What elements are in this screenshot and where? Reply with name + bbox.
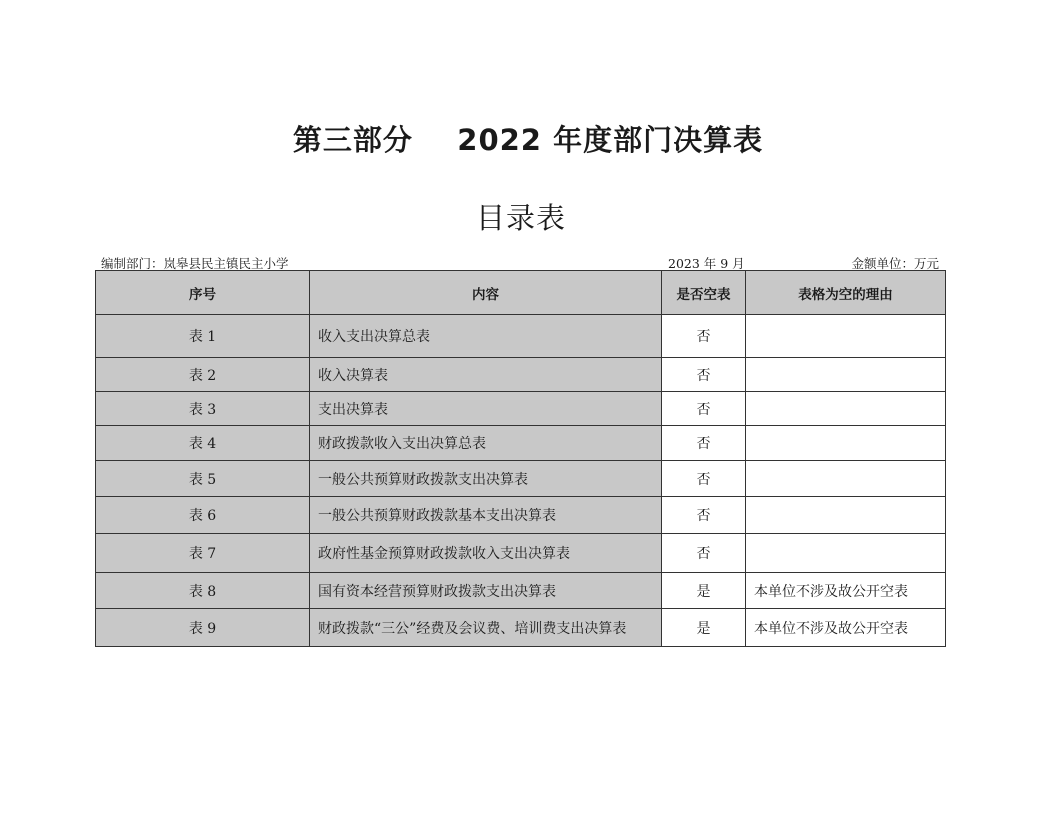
row-no: 表 9	[96, 609, 310, 647]
table-row	[96, 392, 946, 426]
row-is-empty: 是	[662, 573, 746, 609]
table-row	[96, 534, 946, 573]
row-no: 表 3	[96, 392, 310, 426]
row-is-empty: 否	[662, 497, 746, 534]
row-reason: 本单位不涉及故公开空表	[746, 609, 946, 647]
amount-unit: 金额单位：万元	[851, 256, 939, 271]
row-is-empty: 否	[662, 534, 746, 573]
row-is-empty: 否	[662, 358, 746, 392]
table-row	[96, 573, 946, 609]
row-reason	[746, 497, 946, 534]
row-name: 财政拨款“三公”经费及会议费、培训费支出决算表	[310, 609, 662, 647]
report-date: 2023 年 9 月	[668, 256, 745, 271]
row-no: 表 6	[96, 497, 310, 534]
row-reason	[746, 534, 946, 573]
row-no: 表 8	[96, 573, 310, 609]
row-reason	[746, 392, 946, 426]
compiling-unit: 编制部门：岚皋县民主镇民主小学	[101, 256, 289, 271]
table-header-row	[96, 271, 946, 315]
row-no: 表 5	[96, 461, 310, 497]
row-name: 国有资本经营预算财政拨款支出决算表	[310, 573, 662, 609]
table-row	[96, 358, 946, 392]
row-name: 一般公共预算财政拨款基本支出决算表	[310, 497, 662, 534]
row-name: 支出决算表	[310, 392, 662, 426]
row-reason	[746, 461, 946, 497]
header-empty-reason: 表格为空的理由	[746, 271, 946, 315]
row-name: 一般公共预算财政拨款支出决算表	[310, 461, 662, 497]
contents-table	[95, 270, 946, 647]
header-content: 内容	[310, 271, 662, 315]
row-name: 收入决算表	[310, 358, 662, 392]
row-is-empty: 否	[662, 315, 746, 358]
page-subtitle: 目录表	[475, 201, 566, 235]
table-row	[96, 426, 946, 461]
row-no: 表 1	[96, 315, 310, 358]
row-reason	[746, 358, 946, 392]
table-row	[96, 461, 946, 497]
row-name: 财政拨款收入支出决算总表	[310, 426, 662, 461]
header-no: 序号	[96, 271, 310, 315]
row-reason	[746, 426, 946, 461]
meta-row	[101, 254, 939, 270]
row-no: 表 7	[96, 534, 310, 573]
row-is-empty: 否	[662, 461, 746, 497]
header-is-empty: 是否空表	[662, 271, 746, 315]
row-is-empty: 否	[662, 426, 746, 461]
row-reason	[746, 315, 946, 358]
row-is-empty: 是	[662, 609, 746, 647]
row-no: 表 4	[96, 426, 310, 461]
row-name: 收入支出决算总表	[310, 315, 662, 358]
table-row	[96, 315, 946, 358]
row-no: 表 2	[96, 358, 310, 392]
row-reason: 本单位不涉及故公开空表	[746, 573, 946, 609]
row-is-empty: 否	[662, 392, 746, 426]
row-name: 政府性基金预算财政拨款收入支出决算表	[310, 534, 662, 573]
table-row	[96, 609, 946, 647]
page-title: 第三部分 2022 年度部门决算表	[292, 123, 764, 157]
table-row	[96, 497, 946, 534]
